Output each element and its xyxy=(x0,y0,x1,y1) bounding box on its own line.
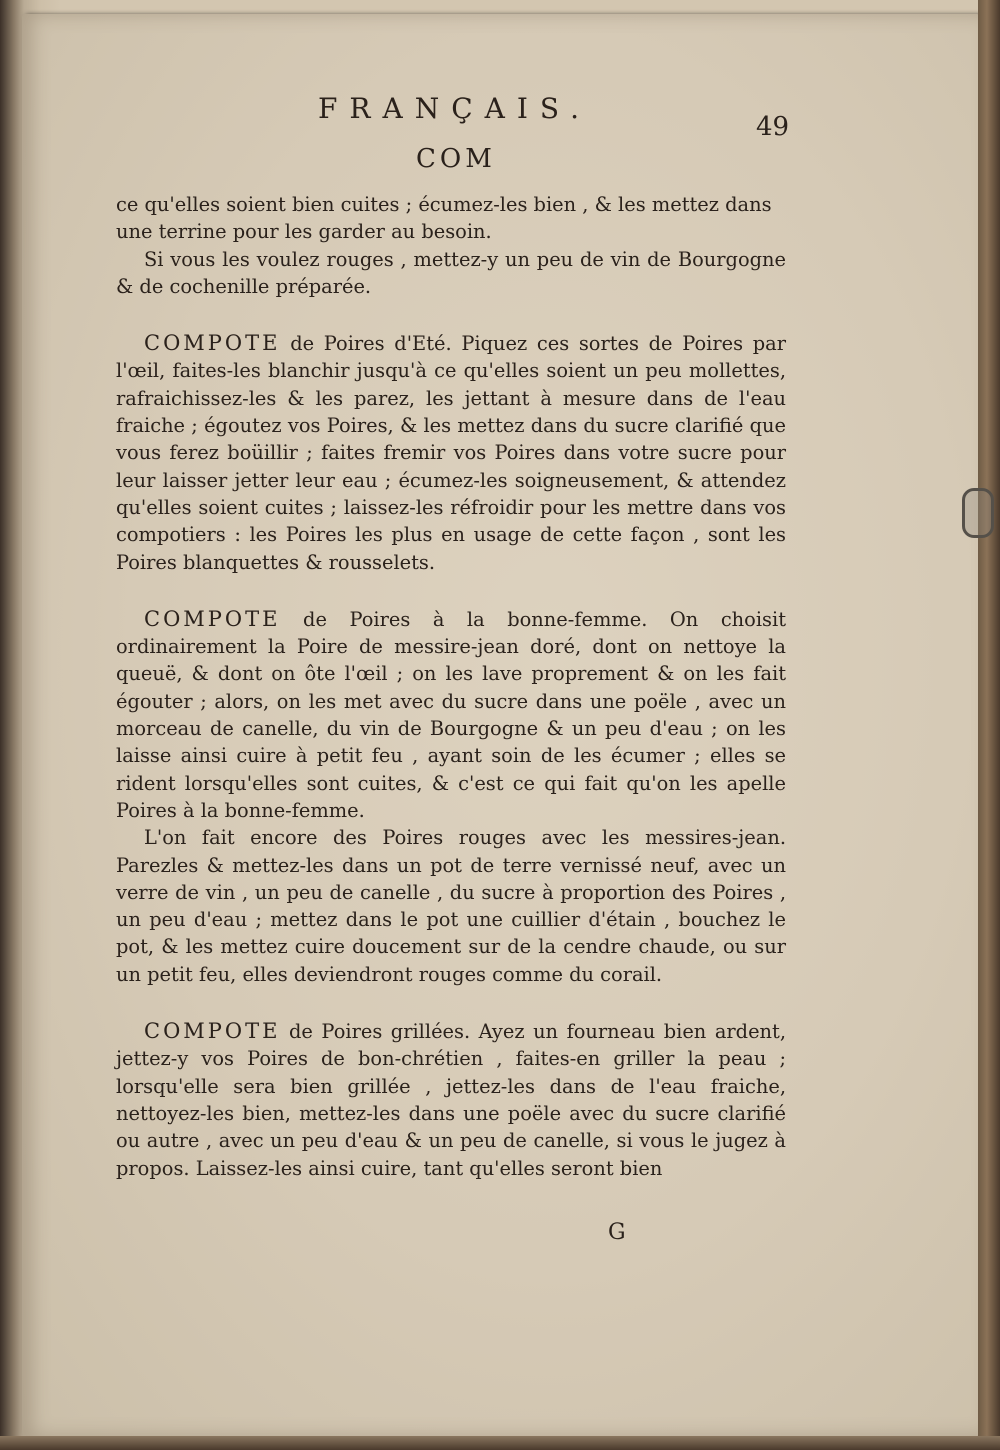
book-edge-right xyxy=(978,0,1000,1450)
section-3-text: de Poires grillées. Ayez un fourneau bien ardent, jettez-y vos Poires de bon-chrétien , faites-en griller la peau ; lorsqu'elle sera bien grillée , jettez-les dans de l'eau fraiche, nettoyez-les bien, mettez-les dans une poële avec du sucre clarifié ou autre , avec un peu d'eau & un peu de canelle, si vous le jugez à propos. Laissez-les ainsi cuire, tant qu'elles seront bien xyxy=(116,1020,786,1180)
section-1-text: de Poires d'Eté. Piquez ces sortes de Poires par l'œil, faites-les blanchir jusqu'à ce qu'elles soient un peu mollettes, rafraichissez-les & les parez, les jettant à mesure dans de l'eau fraiche ; égoutez vos Poires, & les mettez dans du sucre clarifié que vous ferez boüillir ; faites fremir vos Poires dans votre sucre pour leur laisser jetter leur eau ; écumez-les soigneusement, & attendez qu'elles soient cuites ; laissez-les réfroidir pour les mettre dans vos compotiers : les Poires les plus en usage de cette façon , sont les Poires blanquettes & rousselets. xyxy=(116,332,786,574)
section-1-heading: COMPOTE xyxy=(144,331,281,356)
paragraph-1-line-2: une terrine pour les garder au besoin. xyxy=(116,220,492,244)
section-gap xyxy=(116,300,786,330)
paragraph-2: Si vous les voulez rouges , mettez-y un peu de vin de Bourgogne & de cochenille préparée. xyxy=(116,247,786,298)
section-2 xyxy=(116,606,786,824)
main-text xyxy=(116,191,786,1182)
section-gap xyxy=(116,576,786,606)
paragraph-1-line-1: ce qu'elles soient bien cuites ; écumez-les bien , & les mettez dans xyxy=(116,193,772,216)
running-head: FRANÇAIS. xyxy=(318,92,592,125)
page-clip-icon xyxy=(962,488,994,538)
section-2-text: de Poires à la bonne-femme. On choisit ordinairement la Poire de messire-jean doré, dont on nettoye la queuë, & dont on ôte l'œil ; on les lave proprement & on les fait égouter ; alors, on les met avec du sucre dans une poële , avec un morceau de canelle, du vin de Bourgogne & un peu d'eau ; on les laisse ainsi cuire à petit feu , ayant soin de les écumer ; elles se rident lorsqu'elles sont cuites, & c'est ce qui fait qu'on les apelle Poires à la bonne-femme. xyxy=(116,607,786,822)
catchword-head: COM xyxy=(416,144,496,174)
signature-mark: G xyxy=(608,1220,626,1245)
page-number: 49 xyxy=(756,112,790,142)
section-1 xyxy=(116,330,786,576)
paragraph-3: L'on fait encore des Poires rouges avec les messires-jean. Parezles & mettez-les dans un pot de terre vernissé neuf, avec un verre de vin , un peu de canelle , du sucre à proportion des Poires , un peu d'eau ; mettez dans le pot une cuillier d'étain , bouchez le pot, & les mettez cuire doucement sur de la cendre chaude, ou sur un petit feu, elles deviendront rouges comme du corail. xyxy=(116,826,786,986)
section-3-heading: COMPOTE xyxy=(144,1019,281,1044)
section-3 xyxy=(116,1018,786,1182)
book-edge-bottom xyxy=(0,1436,1000,1450)
section-gap xyxy=(116,988,786,1018)
section-2-heading: COMPOTE xyxy=(144,606,281,631)
